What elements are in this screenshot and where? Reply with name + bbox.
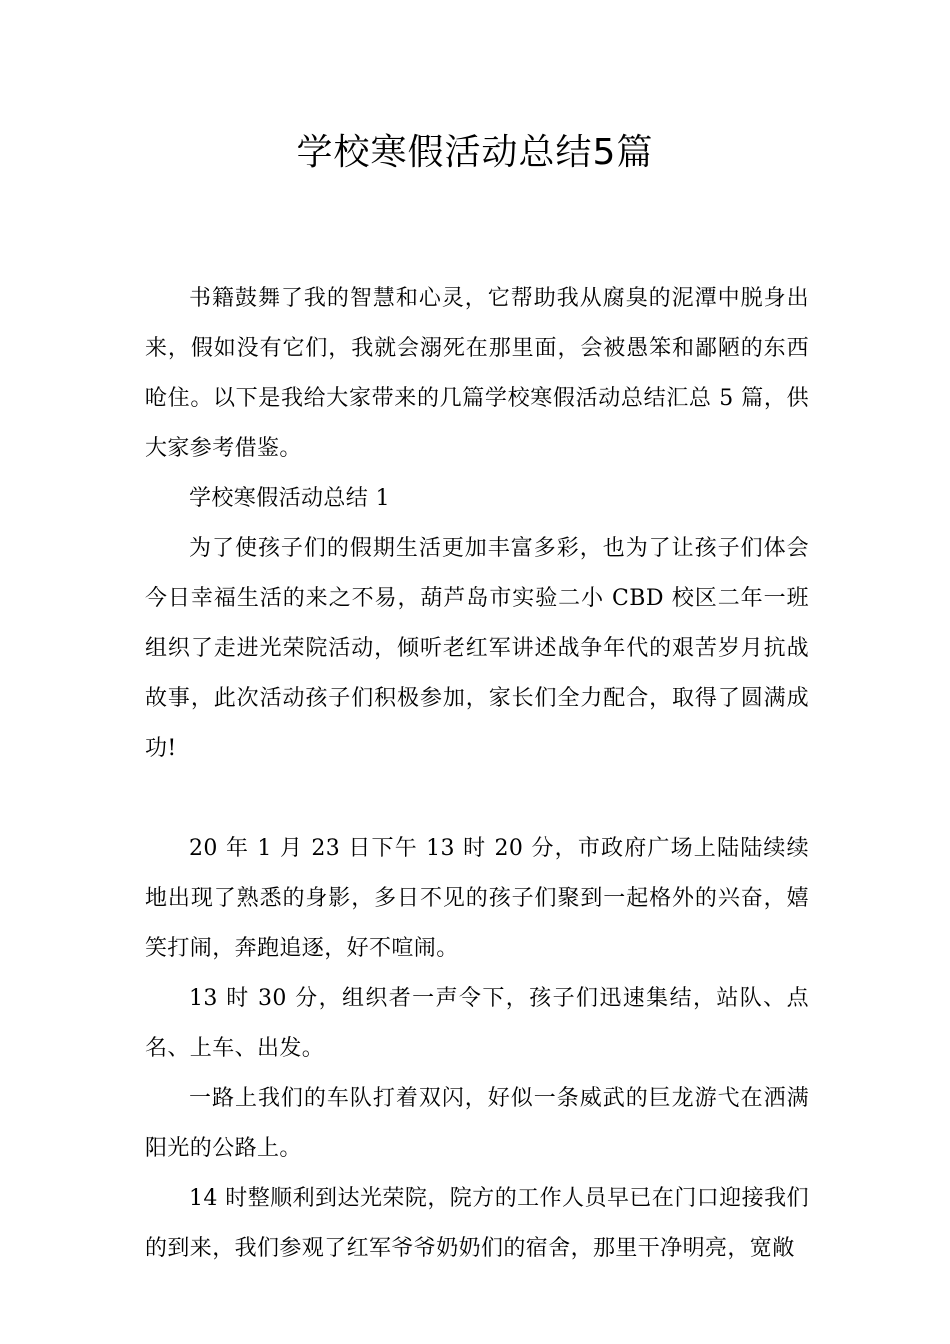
section-heading: 学校寒假活动总结 1 — [189, 486, 390, 511]
body-paragraph: 20 年 1 月 23 日下午 13 时 20 分，市政府广场上陆陆续续地出现了熟悉的身影，多日不见的孩子们聚到一起格外的兴奋，嬉笑打闹，奔跑追逐，好不喧闹。 — [145, 836, 809, 961]
body-paragraph: 13 时 30 分，组织者一声令下，孩子们迅速集结，站队、点名、上车、出发。 — [145, 986, 809, 1061]
body-paragraph: 为了使孩子们的假期生活更加丰富多彩，也为了让孩子们体会今日幸福生活的来之不易，葫芦岛市实验二小 CBD 校区二年一班组织了走进光荣院活动，倾听老红军讲述战争年代的艰苦岁月抗战故事，此次活动孩子们积极参加，家长们全力配合，取得了圆满成功! — [145, 536, 809, 761]
body-paragraph: 一路上我们的车队打着双闪，好似一条威武的巨龙游弋在洒满阳光的公路上。 — [145, 1086, 809, 1161]
body-paragraph: 14 时整顺利到达光荣院，院方的工作人员早已在门口迎接我们的到来，我们参观了红军爷爷奶奶们的宿舍，那里干净明亮，宽敞 — [145, 1186, 809, 1261]
document-title: 学校寒假活动总结5篇 — [296, 132, 654, 173]
document-body — [145, 274, 809, 1274]
intro-paragraph: 书籍鼓舞了我的智慧和心灵，它帮助我从腐臭的泥潭中脱身出来，假如没有它们，我就会溺死在那里面，会被愚笨和鄙陋的东西呛住。以下是我给大家带来的几篇学校寒假活动总结汇总 5 篇，供大家参考借鉴。 — [145, 286, 809, 461]
paragraph-gap — [145, 774, 809, 824]
